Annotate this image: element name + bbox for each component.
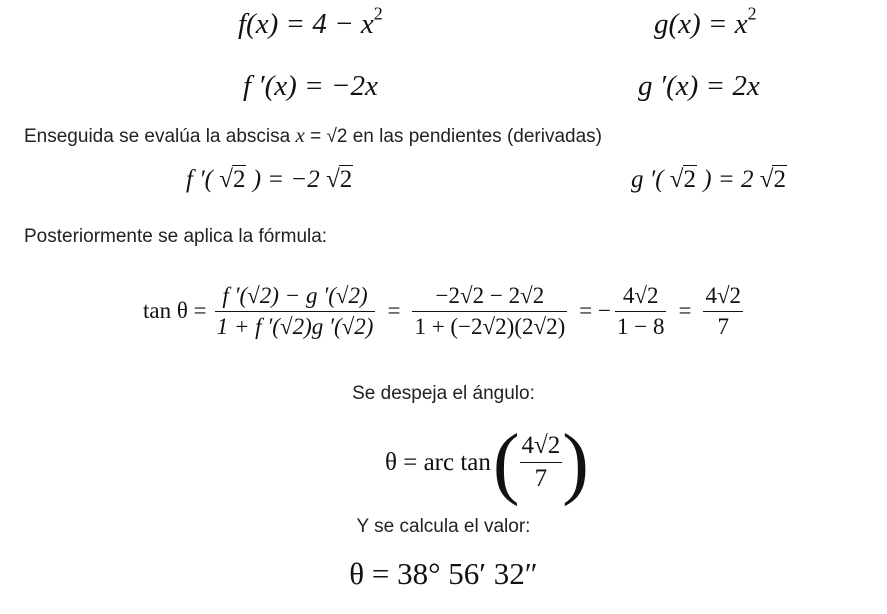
f-def-exponent: 2 bbox=[373, 3, 383, 24]
equals-sign: = bbox=[678, 298, 692, 323]
evaluated-f-right: ) = −2 bbox=[246, 166, 327, 193]
sqrt-symbol: √2 bbox=[669, 166, 697, 193]
evaluated-g-left: g ′( bbox=[631, 166, 670, 193]
equation-f-deriv: f ′(x) = −2x bbox=[243, 70, 378, 102]
arctan-lhs: θ = arc tan bbox=[385, 448, 491, 476]
compute-value-text: Y se calcula el valor: bbox=[356, 516, 531, 537]
sqrt-symbol: √2 bbox=[219, 166, 246, 193]
apply-formula-text: Posteriormente se aplica la fórmula: bbox=[24, 226, 328, 247]
equals-minus-sign: = − bbox=[579, 298, 611, 323]
fraction-2 bbox=[412, 283, 567, 340]
fraction-1 bbox=[215, 283, 376, 340]
fraction-3 bbox=[615, 283, 666, 340]
evaluated-g bbox=[631, 166, 787, 194]
fraction-1-denominator: 1 + f ′(√2)g ′(√2) bbox=[216, 313, 374, 339]
fraction-4-numerator: 4√2 bbox=[703, 283, 743, 312]
evaluated-g-right: ) = 2 bbox=[697, 166, 760, 193]
equation-g-deriv: g ′(x) = 2x bbox=[638, 70, 760, 102]
arctan-numerator: 4√2 bbox=[520, 432, 563, 463]
fraction-2-denominator: 1 + (−2√2)(2√2) bbox=[414, 313, 566, 339]
tan-lhs: tan θ = bbox=[143, 298, 207, 323]
equation-f-def bbox=[238, 3, 383, 41]
eval-after: en las pendientes (derivadas) bbox=[347, 126, 602, 147]
eval-sentence bbox=[24, 123, 602, 148]
eval-var: x bbox=[295, 123, 305, 147]
g-def-exponent: 2 bbox=[747, 3, 757, 24]
fraction-4-denominator: 7 bbox=[717, 313, 729, 339]
equals-sign: = bbox=[387, 298, 401, 323]
evaluated-f bbox=[186, 166, 353, 194]
left-paren: ( bbox=[492, 418, 520, 507]
evaluated-f-left: f ′( bbox=[186, 166, 220, 193]
eval-val: √2 bbox=[326, 126, 348, 147]
angle-result: θ = 38° 56′ 32″ bbox=[349, 556, 538, 591]
eval-before: Enseguida se evalúa la abscisa bbox=[24, 126, 296, 147]
solve-angle-text: Se despeja el ángulo: bbox=[352, 383, 535, 404]
fraction-3-denominator: 1 − 8 bbox=[616, 313, 665, 339]
tangent-formula bbox=[143, 266, 743, 356]
right-paren: ) bbox=[562, 418, 589, 507]
arctan-expression bbox=[385, 415, 589, 510]
arctan-fraction bbox=[520, 432, 563, 493]
fraction-2-numerator: −2√2 − 2√2 bbox=[412, 283, 567, 312]
fraction-1-numerator: f ′(√2) − g ′(√2) bbox=[215, 283, 376, 312]
equation-g-def bbox=[654, 3, 757, 41]
fraction-4 bbox=[703, 283, 743, 340]
f-def-text: f(x) = 4 − x bbox=[238, 8, 374, 40]
sqrt-symbol: √2 bbox=[326, 166, 353, 193]
sqrt-symbol: √2 bbox=[759, 166, 786, 193]
fraction-3-numerator: 4√2 bbox=[615, 283, 666, 312]
g-def-text: g(x) = x bbox=[654, 8, 748, 40]
eval-eq: = bbox=[304, 126, 327, 147]
arctan-denominator: 7 bbox=[534, 465, 548, 492]
